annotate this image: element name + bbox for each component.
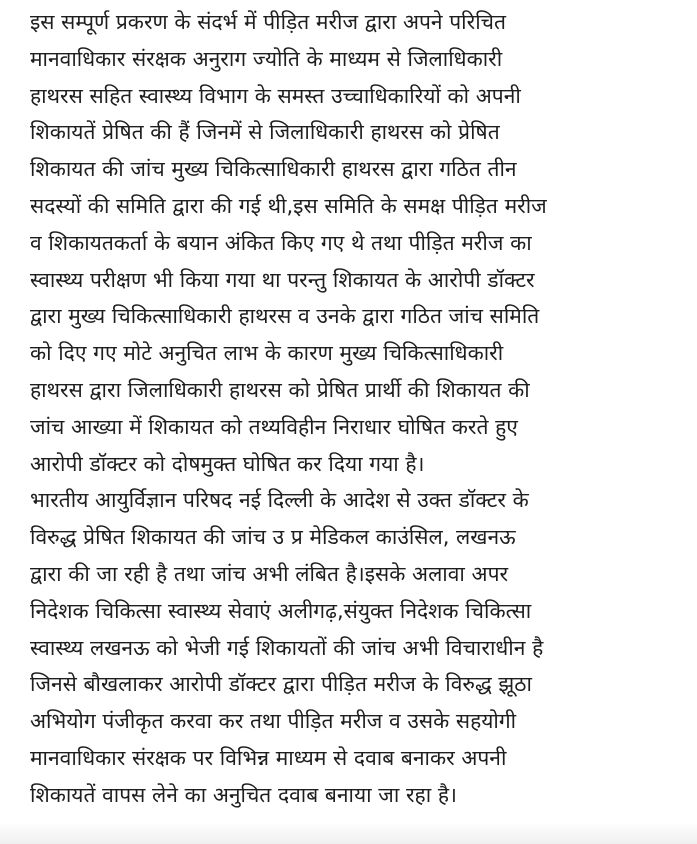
text-line: अभियोग पंजीकृत करवा कर तथा पीड़ित मरीज व उसके सहयोगी [30, 709, 517, 734]
text-line: इस सम्पूर्ण प्रकरण के संदर्भ में पीड़ित मरीज द्वारा अपने परिचित [30, 10, 506, 34]
text-line: सदस्यों की समिति द्वारा की गई थी,इस समिति के समक्ष पीड़ित मरीज [30, 193, 547, 218]
text-line: विरुद्ध प्रेषित शिकायत की जांच उ प्र मेडिकल काउंसिल, लखनऊ [30, 525, 516, 550]
text-line: व शिकायतकर्ता के बयान अंकित किए गए थे तथा पीड़ित मरीज का [30, 230, 532, 255]
text-line: शिकायतें वापस लेने का अनुचित दवाब बनाया जा रहा है। [30, 782, 457, 807]
text-line: हाथरस द्वारा जिलाधिकारी हाथरस को प्रेषित प्रार्थी की शिकायत की [30, 377, 530, 402]
text-line: स्वास्थ्य लखनऊ को भेजी गई शिकायतों की जांच अभी विचाराधीन है [30, 635, 544, 660]
text-line: स्वास्थ्य परीक्षण भी किया गया था परन्तु शिकायत के आरोपी डॉक्टर [30, 267, 535, 292]
paragraph-1 [30, 4, 680, 482]
page-bottom-edge [0, 822, 697, 844]
text-line: द्वारा मुख्य चिकित्साधिकारी हाथरस व उनके द्वारा गठित जांच समिति [30, 304, 540, 329]
paragraph-2 [30, 482, 680, 813]
text-line: भारतीय आयुर्विज्ञान परिषद नई दिल्ली के आदेश से उक्त डॉक्टर के [30, 488, 529, 513]
text-line: हाथरस सहित स्वास्थ्य विभाग के समस्त उच्चाधिकारियों को अपनी [30, 83, 521, 108]
text-line: जिनसे बौखलाकर आरोपी डॉक्टर द्वारा पीड़ित मरीज के विरुद्ध झूठा [30, 672, 532, 697]
text-line: शिकायतें प्रेषित की हैं जिनमें से जिलाधिकारी हाथरस को प्रेषित [30, 120, 500, 145]
text-line: द्वारा की जा रही है तथा जांच अभी लंबित है।इसके अलावा अपर [30, 561, 509, 586]
document-body [30, 4, 680, 814]
text-line: निदेशक चिकित्सा स्वास्थ्य सेवाएं अलीगढ़,संयुक्त निदेशक चिकित्सा [30, 598, 532, 623]
text-line: शिकायत की जांच मुख्य चिकित्साधिकारी हाथरस द्वारा गठित तीन [30, 157, 517, 182]
text-line: मानवाधिकार संरक्षक पर विभिन्न माध्यम से दवाब बनाकर अपनी [30, 745, 507, 770]
text-line: मानवाधिकार संरक्षक अनुराग ज्योति के माध्यम से जिलाधिकारी [30, 46, 503, 71]
text-line: आरोपी डॉक्टर को दोषमुक्त घोषित कर दिया गया है। [30, 451, 425, 476]
text-line: को दिए गए मोटे अनुचित लाभ के कारण मुख्य चिकित्साधिकारी [30, 341, 504, 366]
text-line: जांच आख्या में शिकायत को तथ्यविहीन निराधार घोषित करते हुए [30, 414, 518, 439]
